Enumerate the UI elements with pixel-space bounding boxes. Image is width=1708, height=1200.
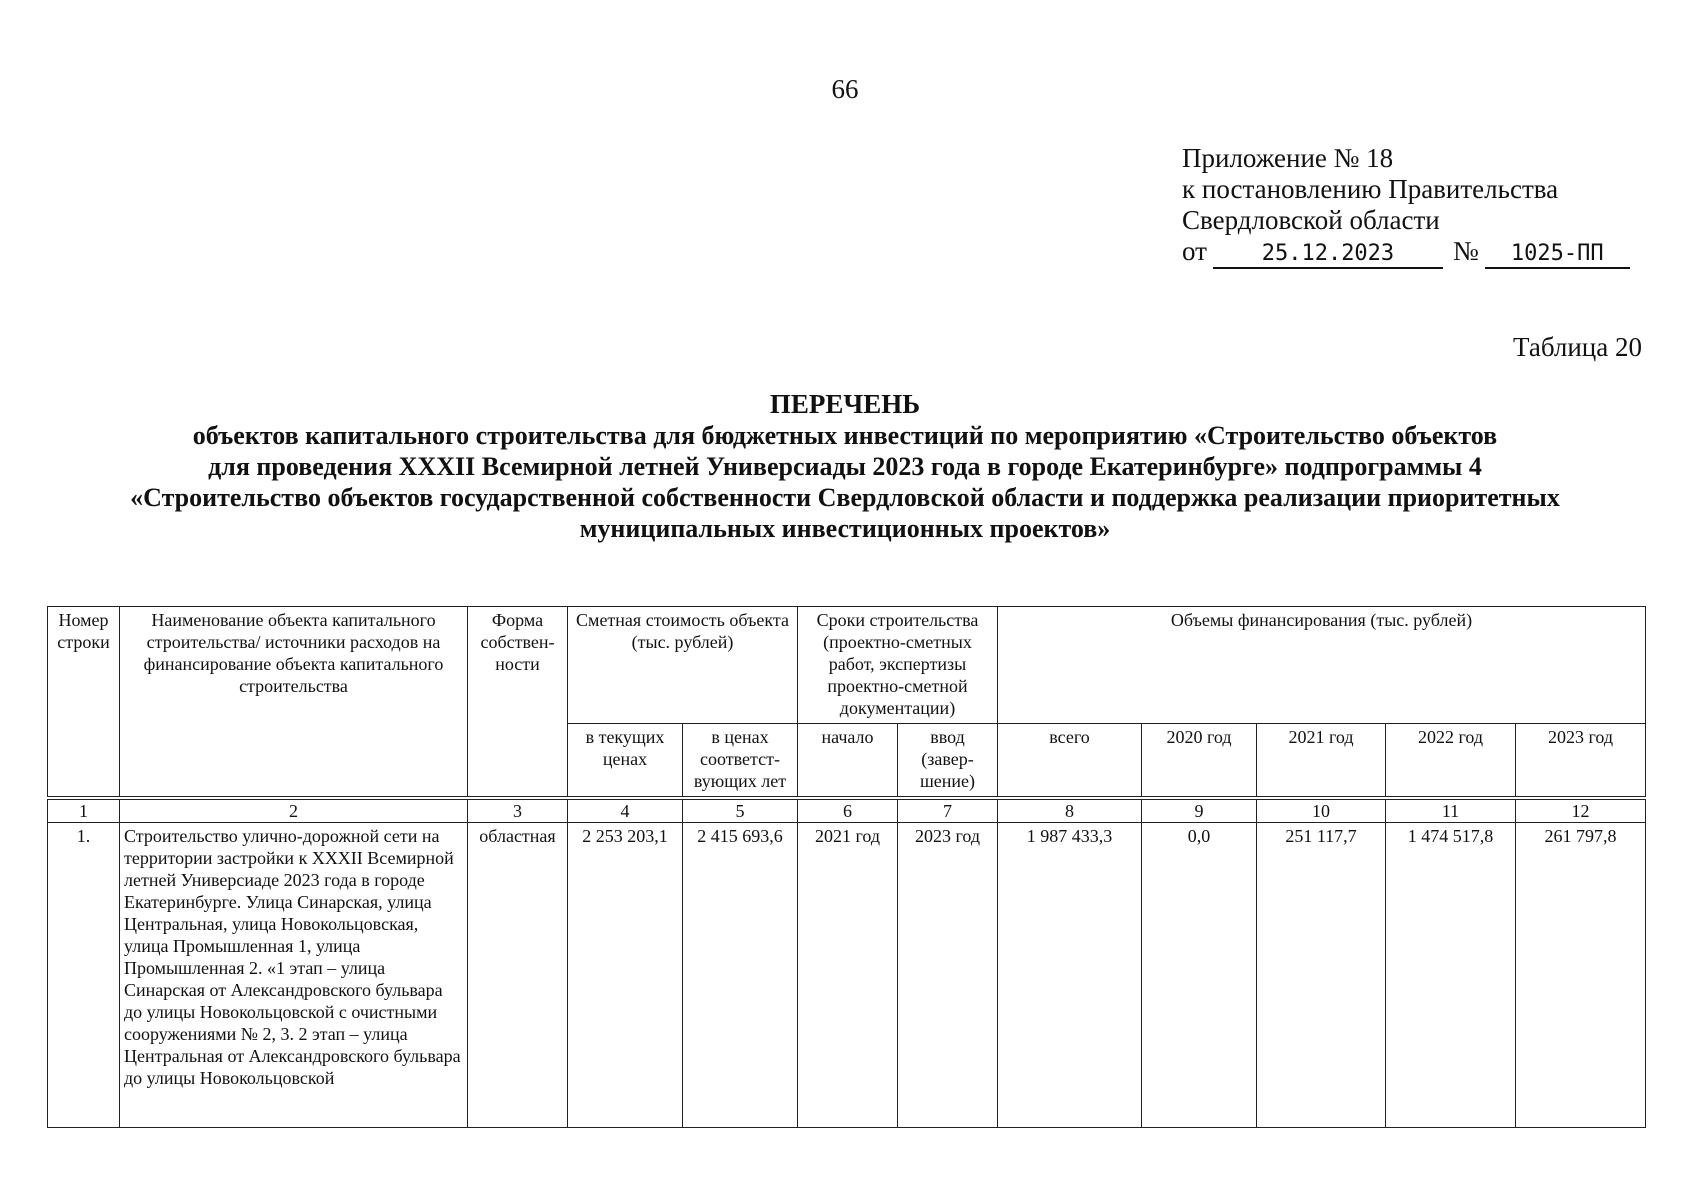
column-number: 8 [998, 800, 1142, 823]
table-label: Таблица 20 [1513, 332, 1642, 362]
header-2020: 2020 год [1142, 724, 1257, 797]
cell-object-name: Строительство улично-дорожной сети на территории застройки к XXXII Всемирной летней Универсиаде 2023 года в городе Екатеринбурге. Улица Синарская, улица Центральная, улица Новокольцовская, улица Промышленная 1, улица Промышленная 2. «1 этап – улица Синарская от Александровского бульвара до улицы Новокольцовской с очистными сооружениями № 2, 3. 2 этап – улица Центральная от Александровского бульвара до улицы Новокольцовской [120, 823, 468, 1128]
heading-line-1: объектов капитального строительства для бюджетных инвестиций по мероприятию «Строительство объектов [192, 421, 1498, 450]
appendix-block [1182, 143, 1630, 269]
header-start: начало [798, 724, 898, 797]
appendix-number: 1025-ПП [1485, 241, 1630, 269]
column-number: 2 [120, 800, 468, 823]
cell-current-prices: 2 253 203,1 [568, 823, 683, 1128]
header-2021: 2021 год [1257, 724, 1386, 797]
header-row-number: Номер строки [48, 607, 120, 797]
header-2023: 2023 год [1516, 724, 1646, 797]
header-estimated-cost: Сметная стоимость объекта (тыс. рублей) [568, 607, 798, 724]
appendix-reference: к постановлению Правительства [1182, 174, 1559, 204]
header-total: всего [998, 724, 1142, 797]
cell-corresponding-prices: 2 415 693,6 [683, 823, 798, 1128]
appendix-date: 25.12.2023 [1213, 241, 1443, 269]
column-number: 6 [798, 800, 898, 823]
document-heading [40, 389, 1650, 544]
cell-completion: 2023 год [898, 823, 998, 1128]
header-corresponding-prices: в ценах соответст-вующих лет [683, 724, 798, 797]
column-number: 7 [898, 800, 998, 823]
header-current-prices: в текущих ценах [568, 724, 683, 797]
cell-ownership: областная [468, 823, 568, 1128]
column-number: 1 [48, 800, 120, 823]
column-number: 10 [1257, 800, 1386, 823]
table-row [48, 823, 1646, 1128]
appendix-region: Свердловской области [1182, 205, 1440, 235]
cell-total: 1 987 433,3 [998, 823, 1142, 1128]
header-funding: Объемы финансирования (тыс. рублей) [998, 607, 1646, 724]
column-number: 9 [1142, 800, 1257, 823]
cell-start: 2021 год [798, 823, 898, 1128]
appendix-number-label: № [1452, 236, 1479, 266]
cell-2021: 251 117,7 [1257, 823, 1386, 1128]
header-completion: ввод (завер-шение) [898, 724, 998, 797]
heading-line-3: «Строительство объектов государственной собственности Свердловской области и поддержка реализации приоритетных [130, 483, 1560, 512]
cell-2023: 261 797,8 [1516, 823, 1646, 1128]
column-number: 11 [1386, 800, 1516, 823]
heading-title: ПЕРЕЧЕНЬ [769, 389, 921, 419]
column-number: 4 [568, 800, 683, 823]
column-number: 5 [683, 800, 798, 823]
heading-line-4: муниципальных инвестиционных проектов» [579, 514, 1111, 543]
appendix-date-line [1182, 236, 1630, 269]
cell-2020: 0,0 [1142, 823, 1257, 1128]
appendix-title: Приложение № 18 [1182, 143, 1394, 173]
header-object-name: Наименование объекта капитального строительства/ источники расходов на финансирование объекта капитального строительства [120, 607, 468, 797]
column-number: 12 [1516, 800, 1646, 823]
header-ownership: Форма собствен-ности [468, 607, 568, 797]
column-numbers-row [48, 800, 1646, 823]
cell-row-number: 1. [48, 823, 120, 1128]
column-number: 3 [468, 800, 568, 823]
objects-table [47, 606, 1646, 1128]
appendix-from-label: от [1182, 236, 1207, 266]
header-construction-period: Сроки строительства (проектно-сметных работ, экспертизы проектно-сметной документации) [798, 607, 998, 724]
cell-2022: 1 474 517,8 [1386, 823, 1516, 1128]
page-number: 66 [831, 74, 859, 104]
header-2022: 2022 год [1386, 724, 1516, 797]
heading-line-2: для проведения XXXII Всемирной летней Универсиады 2023 года в городе Екатеринбурге» подпрограммы 4 [208, 452, 1482, 481]
